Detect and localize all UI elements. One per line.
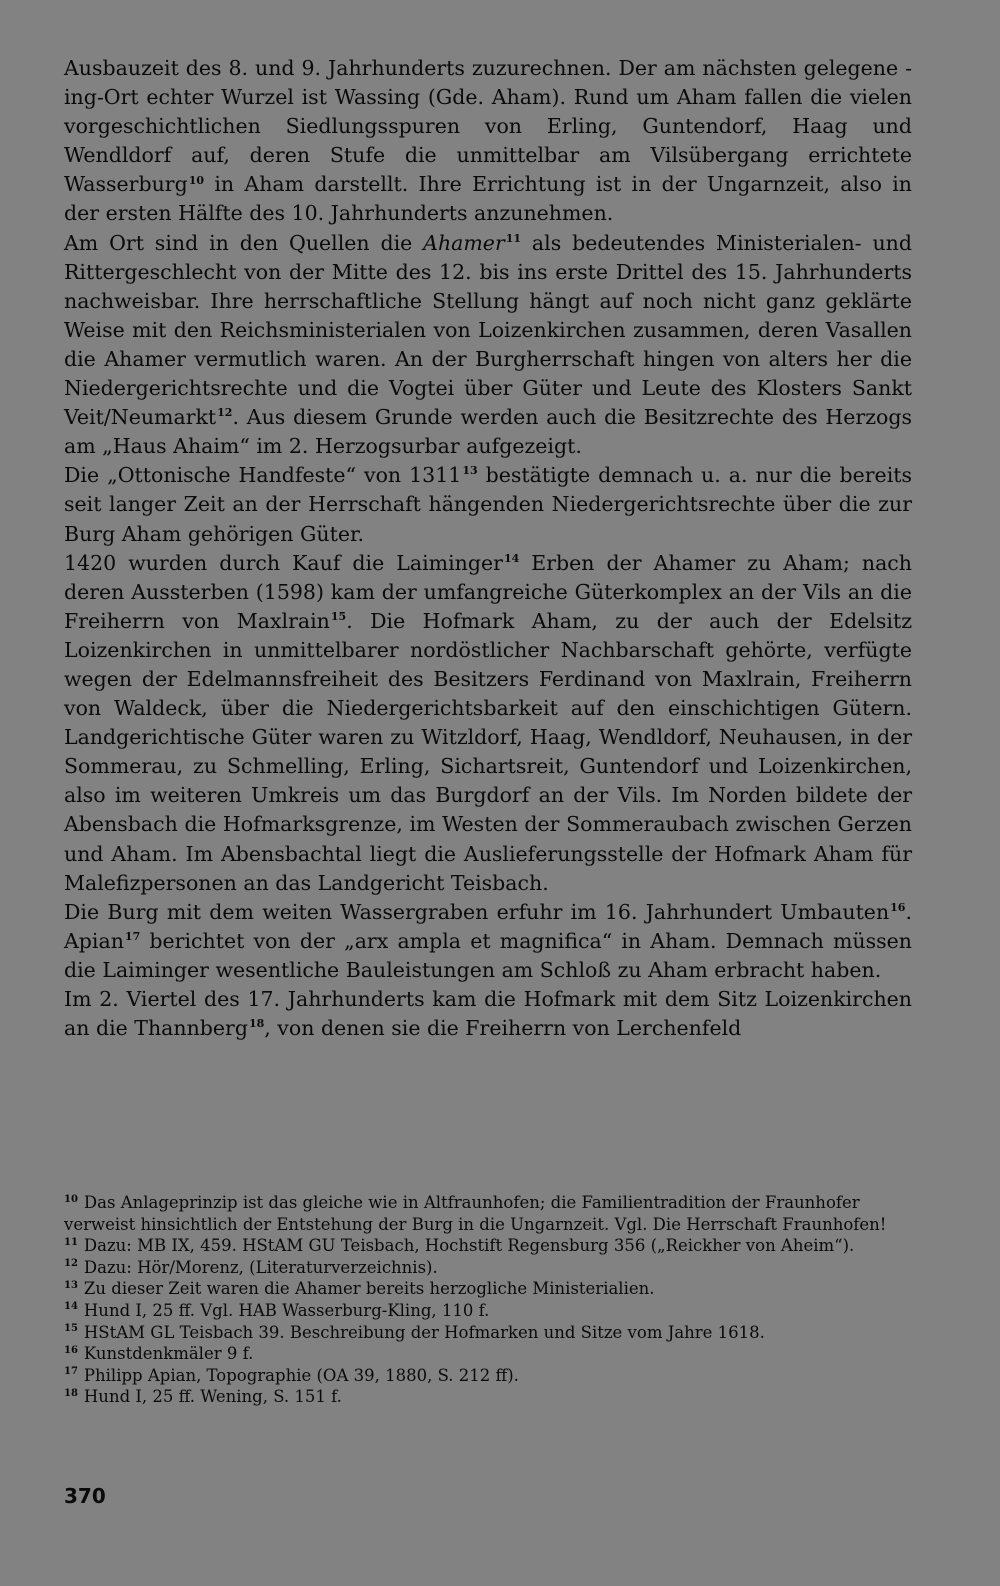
text-run: Die „Ottonische Handfeste“ von 1311: [64, 463, 462, 488]
footnote-text: Zu dieser Zeit waren die Ahamer bereits herzogliche Ministerialien.: [83, 1279, 655, 1299]
text-run: in Aham darstellt. Ihre Errichtung ist in der Ungarnzeit, also in der ersten Hälfte des 10. Jahrhunderts anzunehmen.: [64, 172, 912, 226]
footnote: [64, 1343, 912, 1365]
text-run: . Apian: [64, 899, 912, 953]
footnote-text: Philipp Apian, Topographie (OA 39, 1880, S. 212 ff).: [83, 1365, 519, 1385]
footnote: [64, 1386, 912, 1408]
footnote-text: Kunstdenkmäler 9 f.: [83, 1344, 254, 1364]
page-number: 370: [64, 1484, 106, 1508]
paragraph: [64, 229, 912, 462]
footnote-ref: 10: [188, 173, 205, 187]
italic-text: Ahamer: [423, 230, 505, 255]
text-run: berichtet von der „arx ampla et magnifica“ in Aham. Demnach müssen die Laiminger wesentliche Bauleistungen am Schloß zu Aham erbracht haben.: [64, 928, 912, 982]
footnote: [64, 1257, 912, 1279]
footnote-ref: 15: [330, 609, 347, 623]
footnote-text: Hund I, 25 ff. Wening, S. 151 f.: [83, 1387, 342, 1407]
paragraph: [64, 461, 912, 548]
paragraph: [64, 549, 912, 898]
footnote-text: Das Anlageprinzip ist das gleiche wie in Altfraunhofen; die Familientradition der Fraunhofer verweist hinsichtlich der Entstehung der Burg in die Ungarnzeit. Vgl. Die Herrschaft Fraunhofen!: [64, 1193, 887, 1234]
text-run: Im 2. Viertel des 17. Jahrhunderts kam die Hofmark mit dem Sitz Loizenkirchen an die Thannberg: [64, 987, 912, 1041]
footnotes: [64, 1192, 912, 1408]
text-run: . Aus diesem Grunde werden auch die Besitzrechte des Herzogs am „Haus Ahaim“ im 2. Herzogsurbar aufgezeigt.: [64, 405, 912, 459]
footnote-ref: 17: [124, 929, 141, 943]
footnote-ref: 14: [503, 551, 520, 565]
footnote-ref: 18: [248, 1017, 265, 1031]
footnote-ref: 13: [462, 464, 478, 478]
text-run: Erben der Ahamer zu Aham; nach deren Aussterben (1598) kam der umfangreiche Güterkomplex an der Vils an die Freiherrn von Maxlrain: [64, 550, 912, 633]
footnote: [64, 1235, 912, 1257]
footnote-text: Dazu: Hör/Morenz, (Literaturverzeichnis).: [83, 1257, 438, 1277]
footnote: [64, 1322, 912, 1344]
text-run: . Die Hofmark Aham, zu der auch der Edelsitz Loizenkirchen in unmittelbarer nordöstlicher Nachbarschaft gehörte, verfügte wegen der Edelmannsfreiheit des Besitzers Ferdinand von Maxlrain, Freiherrn von Waldeck, über die Niedergerichtsbarkeit auf den einschichtigen Gütern. Landgerichtische Güter waren zu Witzldorf, Haag, Wendldorf, Neuhausen, in der Sommerau, zu Schmelling, Erling, Sichartsreit, Guntendorf und Loizenkirchen, also im weiteren Umkreis um das Burgdorf an der Vils. Im Norden bildete der Abensbach die Hofmarksgrenze, im Westen der Sommeraubach zwischen Gerzen und Aham. Im Abensbachtal liegt die Auslieferungsstelle der Hofmark Aham für Malefizpersonen an das Landgericht Teisbach.: [64, 608, 912, 895]
footnote-text: Hund I, 25 ff. Vgl. HAB Wasserburg-Kling, 110 f.: [83, 1300, 490, 1320]
footnote: [64, 1365, 912, 1387]
footnote-text: HStAM GL Teisbach 39. Beschreibung der Hofmarken und Sitze vom Jahre 1618.: [83, 1322, 765, 1342]
footnote-number: 14: [64, 1301, 78, 1313]
footnote: [64, 1278, 912, 1300]
footnote: [64, 1300, 912, 1322]
text-run: bestätigte demnach u. a. nur die bereits seit langer Zeit an der Herrschaft hängenden Niedergerichtsrechte über die zur Burg Aham gehörigen Güter.: [64, 463, 913, 546]
paragraph: [64, 898, 912, 985]
page-body: [64, 54, 912, 1043]
footnote-ref: 11: [505, 231, 522, 245]
footnote: [64, 1192, 912, 1235]
footnote-number: 13: [64, 1279, 78, 1291]
footnote-ref: 16: [890, 900, 906, 914]
footnote-text: Dazu: MB IX, 459. HStAM GU Teisbach, Hochstift Regensburg 356 („Reickher von Aheim“).: [83, 1236, 855, 1256]
text-run: 1420 wurden durch Kauf die Laiminger: [64, 550, 503, 575]
footnote-number: 10: [64, 1193, 78, 1205]
footnote-number: 12: [64, 1258, 78, 1270]
main-text: [64, 54, 912, 1043]
footnote-number: 18: [64, 1387, 78, 1399]
text-run: Ausbauzeit des 8. und 9. Jahrhunderts zuzurechnen. Der am nächsten gelegene -ing-Ort echter Wurzel ist Wassing (Gde. Aham). Rund um Aham fallen die vielen vorgeschichtlichen Siedlungsspuren von Erling, Guntendorf, Haag und Wendldorf auf, deren Stufe die unmittelbar am Vilsübergang errichtete Wasserburg: [64, 56, 912, 197]
footnote-number: 16: [64, 1344, 78, 1356]
footnote-number: 17: [64, 1366, 78, 1378]
text-run: Am Ort sind in den Quellen die: [64, 230, 424, 255]
text-run: , von denen sie die Freiherrn von Lerchenfeld: [264, 1016, 742, 1041]
paragraph: [64, 54, 912, 229]
footnote-ref: 12: [217, 406, 233, 420]
footnote-number: 15: [64, 1323, 78, 1335]
text-run: Die Burg mit dem weiten Wassergraben erfuhr im 16. Jahrhundert Umbauten: [64, 899, 890, 924]
footnote-number: 11: [64, 1236, 78, 1248]
paragraph: [64, 985, 912, 1043]
text-run: als bedeutendes Ministerialen- und Rittergeschlecht von der Mitte des 12. bis ins erste Drittel des 15. Jahrhunderts nachweisbar. Ihre herrschaftliche Stellung hängt auf noch nicht ganz geklärte Weise mit den Reichsministerialen von Loizenkirchen zusammen, deren Vasallen die Ahamer vermutlich waren. An der Burgherrschaft hingen von alters her die Niedergerichtsrechte und die Vogtei über Güter und Leute des Klosters Sankt Veit/Neumarkt: [64, 230, 912, 430]
